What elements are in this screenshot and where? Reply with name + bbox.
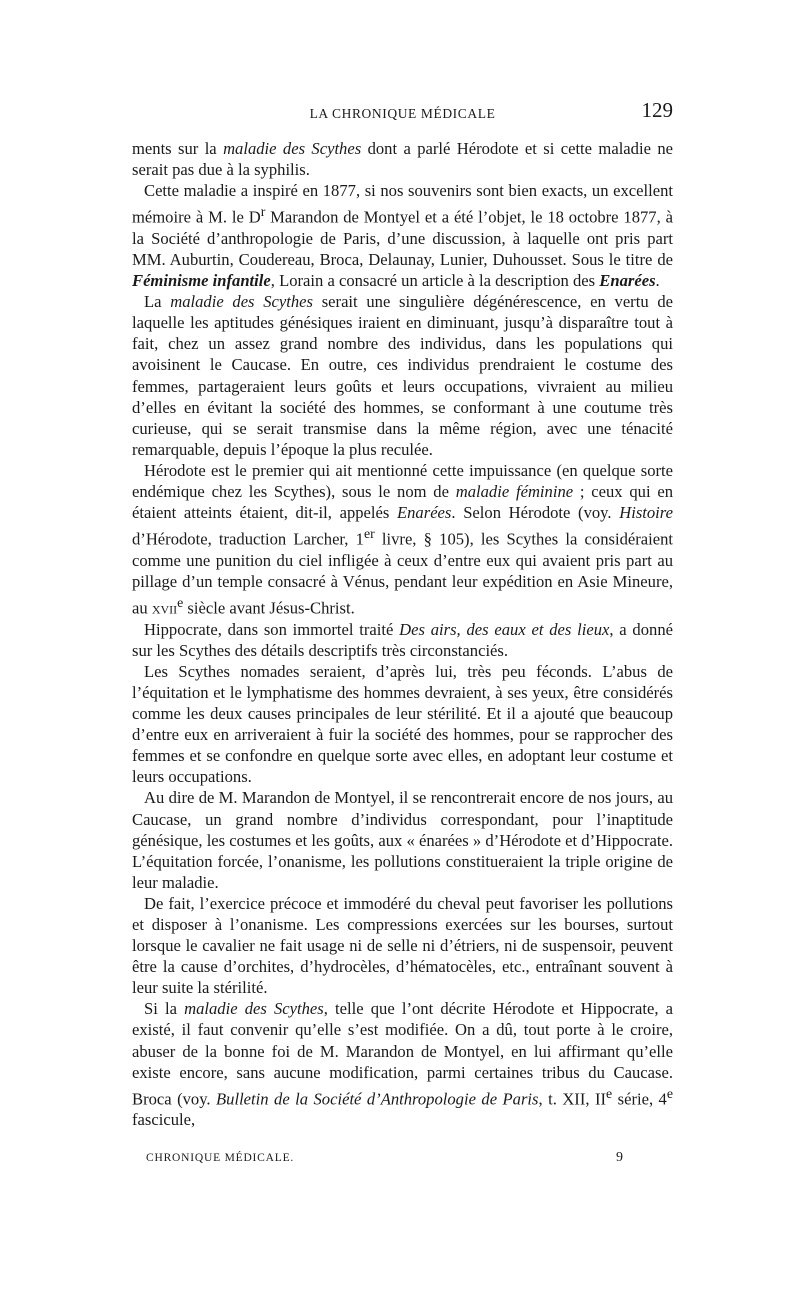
paragraph: La maladie des Scythes serait une singulière dégénérescence, en vertu de laquelle les aptitudes génésiques iraient en diminuant, jusqu’à disparaître tout à fait, chez un assez grand nombre des individus, dans les populations qui avoisinent le Caucase. En outre, ces individus prendraient le costume des femmes, partageraient leurs goûts et leurs occupations, vivraient au milieu d’elles en évitant la société des hommes, se conformant à une coutume très curieuse, qui se serait transmise dans la même région, avec une ténacité remarquable, depuis l’époque la plus reculée.	[132, 292, 673, 459]
signature-mark: CHRONIQUE MÉDICALE.	[146, 1152, 295, 1164]
page-footer	[132, 1152, 673, 1172]
running-header	[132, 98, 673, 132]
sheet-number: 9	[616, 1150, 623, 1165]
paragraph: Les Scythes nomades seraient, d’après lui, très peu féconds. L’abus de l’équitation et le lymphatisme des hommes devraient, à ses yeux, être considérés comme les deux causes principales de leur stérilité. Et il a ajouté que beaucoup d’entre eux en arriveraient à fuir la société des hommes, pour se rapprocher des femmes et se confondre en quelque sorte avec elles, en adoptant leur costume et leurs occupations.	[132, 661, 673, 787]
paragraph: ments sur la maladie des Scythes dont a parlé Hérodote et si cette maladie ne serait pas due à la syphilis.	[132, 139, 673, 180]
paragraph: Si la maladie des Scythes, telle que l’ont décrite Hérodote et Hippocrate, a existé, il faut convenir qu’elle s’est modifiée. On a dû, tout porte à le croire, abuser de la bonne foi de M. Marandon de Montyel, en lui affirmant qu’elle existe encore, sans aucune modification, parmi certaines tribus du Caucase. Broca (voy. Bulletin de la Société d’Anthropologie de Paris, t. XII, IIe série, 4e fascicule,	[132, 999, 673, 1130]
paragraph: De fait, l’exercice précoce et immodéré du cheval peut favoriser les pollutions et disposer à l’onanisme. Les compressions exercées sur les bourses, surtout lorsque le cavalier ne fait usage ni de selle ni d’étriers, ni de suspensoir, peuvent être la cause d’orchites, d’hydrocèles, d’hématocèles, etc., entraînant souvent à leur suite la stérilité.	[132, 893, 673, 998]
running-title: LA CHRONIQUE MÉDICALE	[309, 106, 496, 121]
document-page	[132, 98, 674, 1165]
page-number: 129	[641, 98, 673, 122]
body-text	[132, 138, 673, 1130]
paragraph: Au dire de M. Marandon de Montyel, il se rencontrerait encore de nos jours, au Caucase, un grand nombre d’individus correspondant, pour l’inaptitude génésique, les costumes et les goûts, aux « énarées » d’Hérodote et d’Hippocrate. L’équitation forcée, l’onanisme, les pollutions constitueraient la triple origine de leur maladie.	[132, 788, 673, 892]
paragraph: Hippocrate, dans son immortel traité Des airs, des eaux et des lieux, a donné sur les Scythes des détails descriptifs très circonstanciés.	[132, 619, 673, 660]
paragraph: Hérodote est le premier qui ait mentionné cette impuissance (en quelque sorte endémique chez les Scythes), sous le nom de maladie féminine ; ceux qui en étaient atteints étaient, dit-il, appelés Enarées. Selon Hérodote (voy. Histoire d’Hérodote, traduction Larcher, 1er livre, § 105), les Scythes la considéraient comme une punition du ciel infligée à ceux d’entre eux qui avaient pris part au pillage d’un temple consacré à Vénus, pendant leur expédition en Asie Mineure, au xvii$^e$ siècle avant Jésus-Christ.	[132, 460, 674, 618]
paragraph: Cette maladie a inspiré en 1877, si nos souvenirs sont bien exacts, un excellent mémoire à M. le $D^r$ Marandon de Montyel et a été l’objet, le 18 octobre 1877, à la Société d’anthropologie de Paris, d’une discussion, à laquelle ont pris part MM. Auburtin, Coudereau, Broca, Delaunay, Lunier, Duhousset. Sous le titre de Féminisme infantile, Lorain a consacré un article à la description des Enarées.	[132, 181, 673, 291]
